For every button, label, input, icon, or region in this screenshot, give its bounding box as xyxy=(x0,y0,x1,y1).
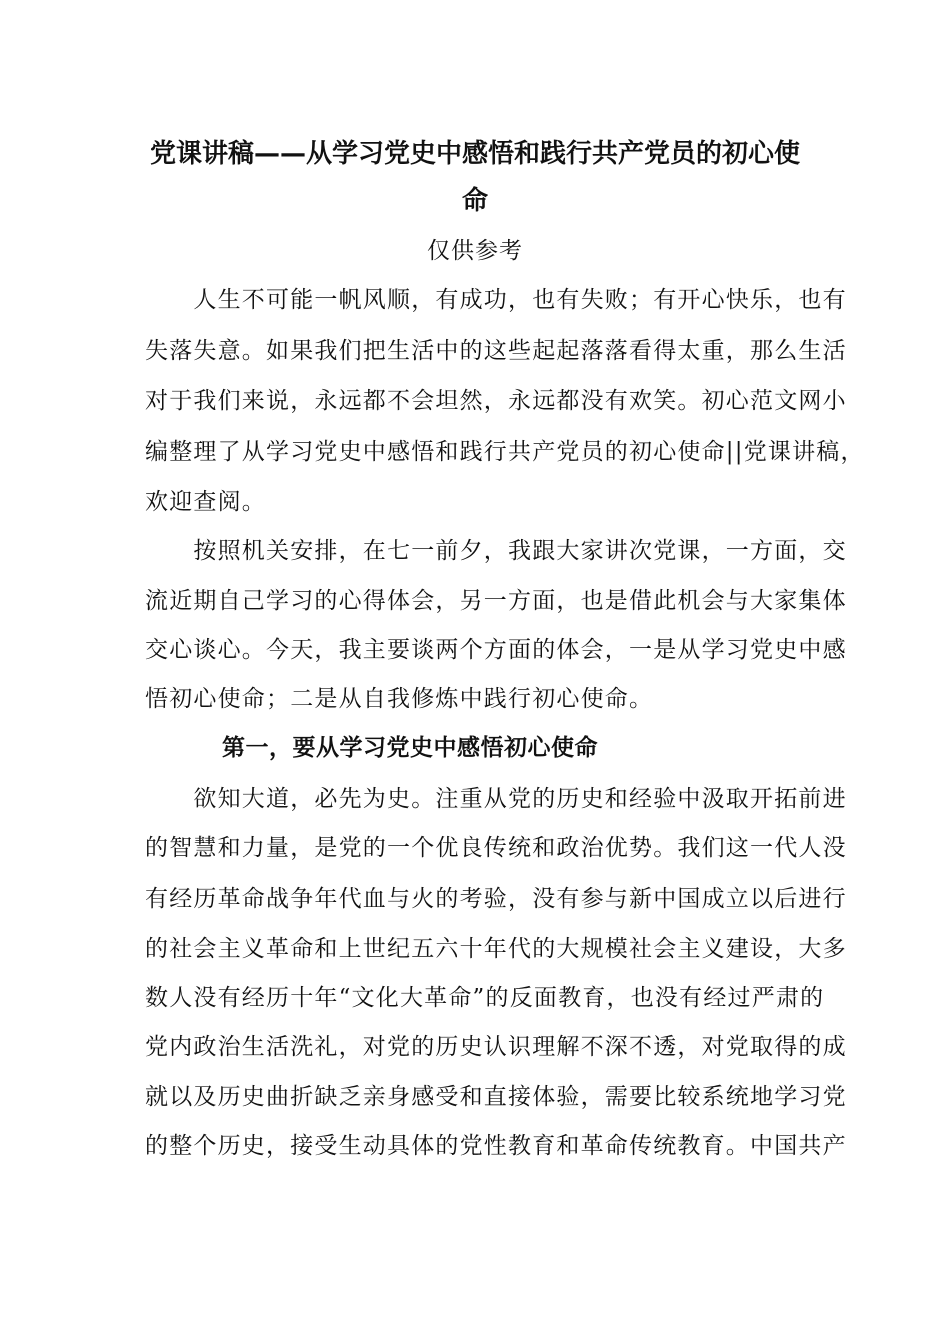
paragraph-3-line: 的社会主义革命和上世纪五六十年代的大规模社会主义建设，大多 xyxy=(145,936,847,962)
paragraph-2-line: 按照机关安排，在七一前夕，我跟大家讲次党课，一方面，交 xyxy=(145,538,847,564)
paragraph-3-line: 的整个历史，接受生动具体的党性教育和革命传统教育。中国共产 xyxy=(145,1133,847,1159)
paragraph-3-line: 有经历革命战争年代血与火的考验，没有参与新中国成立以后进行 xyxy=(145,886,847,912)
paragraph-1-line: 失落失意。如果我们把生活中的这些起起落落看得太重，那么生活 xyxy=(145,338,847,364)
paragraph-3-line: 数人没有经历十年“文化大革命”的反面教育，也没有经过严肃的 xyxy=(145,985,825,1011)
paragraph-3-line: 就以及历史曲折缺乏亲身感受和直接体验，需要比较系统地学习党 xyxy=(145,1084,847,1110)
paragraph-2-line: 交心谈心。今天，我主要谈两个方面的体会，一是从学习党史中感 xyxy=(145,637,847,663)
paragraph-2-line: 悟初心使命；二是从自我修炼中践行初心使命。 xyxy=(145,686,654,712)
document-title-line-2: 命 xyxy=(461,186,488,216)
document-title-line-1: 党课讲稿——从学习党史中感悟和践行共产党员的初心使 xyxy=(149,139,800,169)
document-subtitle: 仅供参考 xyxy=(427,238,523,264)
paragraph-1-line: 对于我们来说，永远都不会坦然，永远都没有欢笑。初心范文网小 xyxy=(145,388,847,414)
paragraph-3-line: 欲知大道，必先为史。注重从党的历史和经验中汲取开拓前进 xyxy=(145,786,847,812)
paragraph-1-line: 欢迎查阅。 xyxy=(145,489,266,515)
paragraph-3-line: 的智慧和力量，是党的一个优良传统和政治优势。我们这一代人没 xyxy=(145,835,847,861)
paragraph-1-line: 人生不可能一帆风顺，有成功，也有失败；有开心快乐，也有 xyxy=(145,287,847,313)
section-heading: 第一，要从学习党史中感悟初心使命 xyxy=(222,735,598,761)
paragraph-1-line: 编整理了从学习党史中感悟和践行共产党员的初心使命||党课讲稿， xyxy=(145,439,865,465)
paragraph-2-line: 流近期自己学习的心得体会，另一方面，也是借此机会与大家集体 xyxy=(145,588,847,614)
paragraph-3-line: 党内政治生活洗礼，对党的历史认识理解不深不透，对党取得的成 xyxy=(145,1034,847,1060)
